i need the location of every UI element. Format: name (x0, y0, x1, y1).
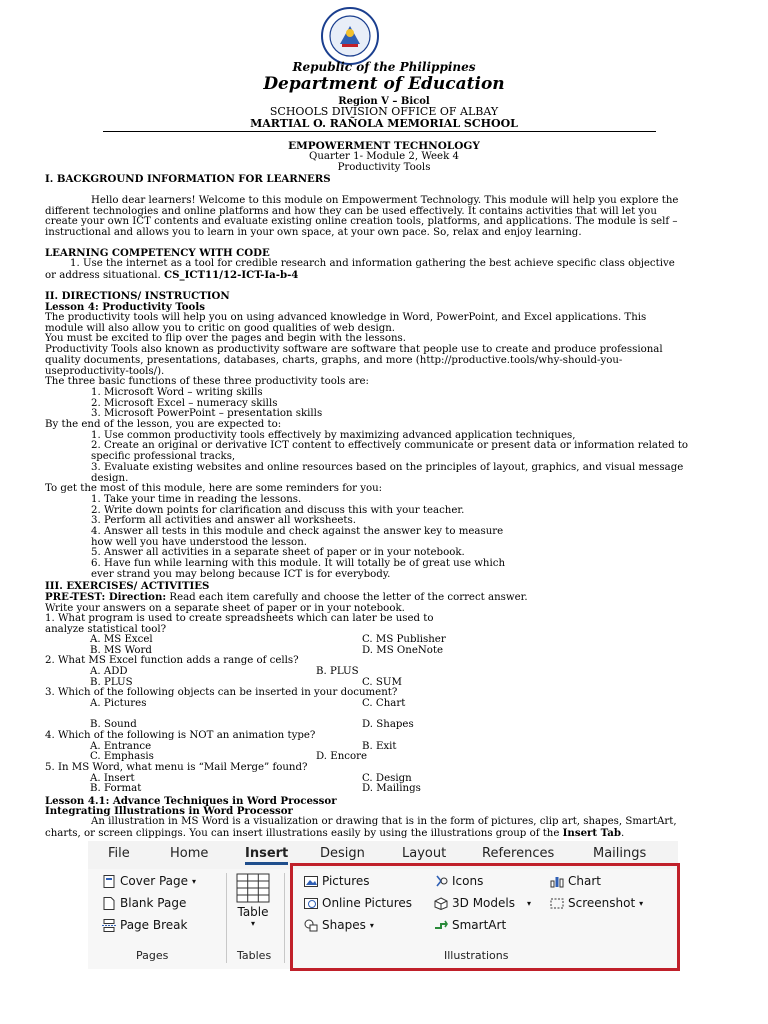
question: 2. What MS Excel function adds a range of cells? (45, 655, 299, 666)
body-line: The three basic functions of these three productivity tools are: (45, 376, 369, 388)
screenshot-label: Screenshot (568, 896, 636, 910)
group-separator (226, 873, 227, 963)
competency-heading: LEARNING COMPETENCY WITH CODE (45, 247, 270, 259)
illustrations-highlight-box (290, 863, 680, 971)
expected-item: 2. Create an original or derivative ICT content to effectively communicate or present data or information related to (91, 440, 689, 452)
question: analyze statistical tool? (45, 624, 167, 636)
function-item: 2. Microsoft Excel – numeracy skills (91, 397, 278, 409)
tab-file[interactable]: File (108, 846, 130, 861)
page-break-label: Page Break (120, 918, 188, 932)
expected-item: 1. Use common productivity tools effectively by maximizing advanced application techniques, (91, 429, 576, 441)
tab-mailings[interactable]: Mailings (593, 846, 647, 861)
question: 3. Which of the following objects can be inserted in your document? (45, 687, 398, 698)
option: D. Mailings (362, 783, 421, 794)
option: C. Chart (362, 698, 406, 709)
icons-label: Icons (452, 874, 484, 888)
tab-references[interactable]: References (482, 846, 555, 861)
tables-group-label: Tables (237, 949, 272, 962)
body-line: module will also allow you to critic on good qualities of web design. (45, 322, 396, 334)
competency-code: CS_ICT11/12-ICT-Ia-b-4 (164, 268, 299, 281)
lesson41-heading: Lesson 4.1: Advance Techniques in Word Processor (45, 795, 337, 807)
tab-home[interactable]: Home (170, 846, 209, 861)
reminder-item: how well you have understood the lesson. (91, 536, 307, 548)
school-line: MARTIAL O. RAÑOLA MEMORIAL SCHOOL (250, 117, 518, 130)
option: D. Shapes (362, 719, 414, 730)
expected-item: design. (91, 472, 129, 484)
pictures-label: Pictures (322, 874, 370, 888)
paragraph-line: Hello dear learners! Welcome to this module on Empowerment Technology. This module will help you explore the (91, 195, 679, 206)
online-pictures-label: Online Pictures (322, 896, 413, 910)
reminder-item: 2. Write down points for clarification and discuss this with your teacher. (91, 504, 465, 516)
question: 4. Which of the following is NOT an animation type? (45, 730, 316, 741)
reminder-item: 3. Perform all activities and answer all worksheets. (91, 515, 356, 527)
dropdown-arrow-icon: ▾ (250, 919, 255, 928)
republic-line: Republic of the Philippines (292, 60, 476, 74)
tab-layout[interactable]: Layout (402, 846, 447, 861)
reminder-item: 1. Take your time in reading the lessons. (91, 493, 302, 505)
body-line: quality documents, presentations, databases, charts, graphs, and more (http://productive.tools/why-should-you- (45, 354, 623, 366)
table-label: Table (237, 905, 269, 919)
option: A. Entrance (90, 741, 152, 752)
expected-item: specific professional tracks, (91, 451, 236, 463)
option: B. Format (90, 783, 142, 794)
blank-page-button[interactable] (102, 896, 186, 910)
function-item: 3. Microsoft PowerPoint – presentation skills (91, 408, 323, 420)
option: B. PLUS (316, 666, 359, 677)
lesson4-heading: Lesson 4: Productivity Tools (45, 301, 205, 313)
paragraph-line: create your own ICT contents and evaluate existing online creation tools, platforms, and applications. The module is self – (45, 216, 678, 228)
word-ribbon-screenshot (88, 841, 678, 969)
question: 1. What program is used to create spreadsheets which can later be used to (45, 613, 434, 625)
period: . (621, 827, 625, 839)
topic-line: Productivity Tools (337, 162, 431, 173)
option: C. Design (362, 773, 412, 784)
competency-text (45, 259, 728, 281)
option: D. MS OneNote (362, 645, 444, 656)
option: B. MS Word (90, 645, 152, 656)
competency-line: or address situational. (45, 269, 161, 281)
competency-line: 1. Use the internet as a tool for credible research and information gathering the best achieve specific class objective (70, 258, 675, 269)
body-line: Productivity Tools also known as productivity software are software that people use to create and produce professional (45, 344, 663, 356)
expected-intro: By the end of the lesson, you are expected to: (45, 419, 282, 431)
blank-page-label: Blank Page (120, 896, 187, 910)
table-button[interactable] (236, 873, 270, 927)
pretest-label: PRE-TEST: Direction: (45, 591, 167, 603)
function-item: 1. Microsoft Word – writing skills (91, 386, 263, 398)
reminder-item: 6. Have fun while learning with this module. It will totally be of great use which (91, 558, 506, 570)
reminder-item: 4. Answer all tests in this module and check against the answer key to measure (91, 526, 504, 538)
section2-body (45, 313, 728, 581)
paragraph-line: An illustration in MS Word is a visualization or drawing that is in the form of pictures, clip art, shapes, SmartArt, (91, 816, 677, 827)
shapes-label: Shapes (322, 918, 366, 932)
question: 5. In MS Word, what menu is “Mail Merge” found? (45, 762, 308, 773)
smartart-label: SmartArt (452, 918, 507, 932)
option: A. ADD (90, 666, 128, 677)
blank-page-icon (102, 897, 116, 910)
tab-design[interactable]: Design (320, 846, 365, 861)
cover-page-icon (102, 875, 116, 888)
paragraph-line: instructional and allows you to learn in your own space, at your own pace. So, relax and enjoy learning. (45, 227, 582, 239)
paragraph-line: different technologies and online platforms and how they can be used effectively. It contains activities that will let you (45, 205, 657, 217)
body-line: The productivity tools will help you on using advanced knowledge in Word, PowerPoint, and Excel applications. This (45, 312, 647, 323)
reminder-item: 5. Answer all activities in a separate sheet of paper or in your notebook. (91, 547, 465, 559)
option: C. MS Publisher (362, 634, 446, 645)
dropdown-arrow-icon: ▾ (526, 898, 531, 908)
module-line: Quarter 1- Module 2, Week 4 (309, 151, 459, 162)
dropdown-arrow-icon: ▾ (192, 876, 197, 886)
pages-group-label: Pages (136, 949, 169, 962)
page-break-button[interactable] (102, 918, 187, 932)
page-break-icon (102, 919, 116, 932)
body-line: useproductivity-tools/). (45, 365, 165, 377)
region-line: Region V – Bicol (338, 96, 430, 107)
expected-item: 3. Evaluate existing websites and online resources based on the principles of layout, graphics, and visual message (91, 461, 684, 473)
integrating-heading: Integrating Illustrations in Word Processor (45, 805, 293, 817)
section3-heading: III. EXERCISES/ ACTIVITIES (45, 580, 210, 592)
group-separator (284, 873, 285, 963)
option: B. Sound (90, 719, 137, 730)
dropdown-arrow-icon: ▾ (639, 898, 644, 908)
division-line: SCHOOLS DIVISION OFFICE OF ALBAY (269, 105, 499, 118)
body-line: You must be excited to flip over the pages and begin with the lessons. (45, 333, 407, 345)
illustrations-group-label: Illustrations (444, 949, 509, 962)
chart-label: Chart (568, 874, 601, 888)
option: C. SUM (362, 677, 402, 688)
illustration-paragraph (45, 817, 728, 839)
section2-heading: II. DIRECTIONS/ INSTRUCTION (45, 290, 230, 302)
reminders-intro: To get the most of this module, here are some reminders for you: (45, 483, 383, 495)
table-grid-icon (236, 873, 270, 903)
option: A. MS Excel (90, 634, 153, 645)
option: A. Pictures (90, 698, 147, 709)
tab-insert[interactable]: Insert (245, 846, 288, 865)
option: D. Encore (316, 751, 368, 762)
section1-paragraph (45, 196, 728, 239)
reminder-item: ever strand you may belong because ICT is for everybody. (91, 568, 391, 580)
department-title: Department of Education (263, 74, 505, 94)
pretest-text: Read each item carefully and choose the letter of the correct answer. (166, 592, 528, 603)
cover-page-label: Cover Page (120, 874, 189, 888)
cover-page-button[interactable] (102, 874, 196, 888)
subject-title: EMPOWERMENT TECHNOLOGY (288, 140, 480, 152)
pretest-write: Write your answers on a separate sheet of paper or in your notebook. (45, 602, 405, 614)
deped-seal-icon (310, 6, 390, 66)
header-divider (103, 131, 656, 132)
option: A. Insert (90, 773, 135, 784)
option: C. Emphasis (90, 751, 154, 762)
option: B. PLUS (90, 677, 133, 688)
pretest-block (45, 592, 728, 636)
option: B. Exit (362, 741, 397, 752)
3d-models-label: 3D Models (452, 896, 515, 910)
section1-heading: I. BACKGROUND INFORMATION FOR LEARNERS (45, 173, 331, 185)
dropdown-arrow-icon: ▾ (369, 920, 374, 930)
insert-tab-ref: Insert Tab (562, 826, 621, 839)
paragraph-line: charts, or screen clippings. You can insert illustrations easily by using the illustrations group of the (45, 827, 560, 839)
